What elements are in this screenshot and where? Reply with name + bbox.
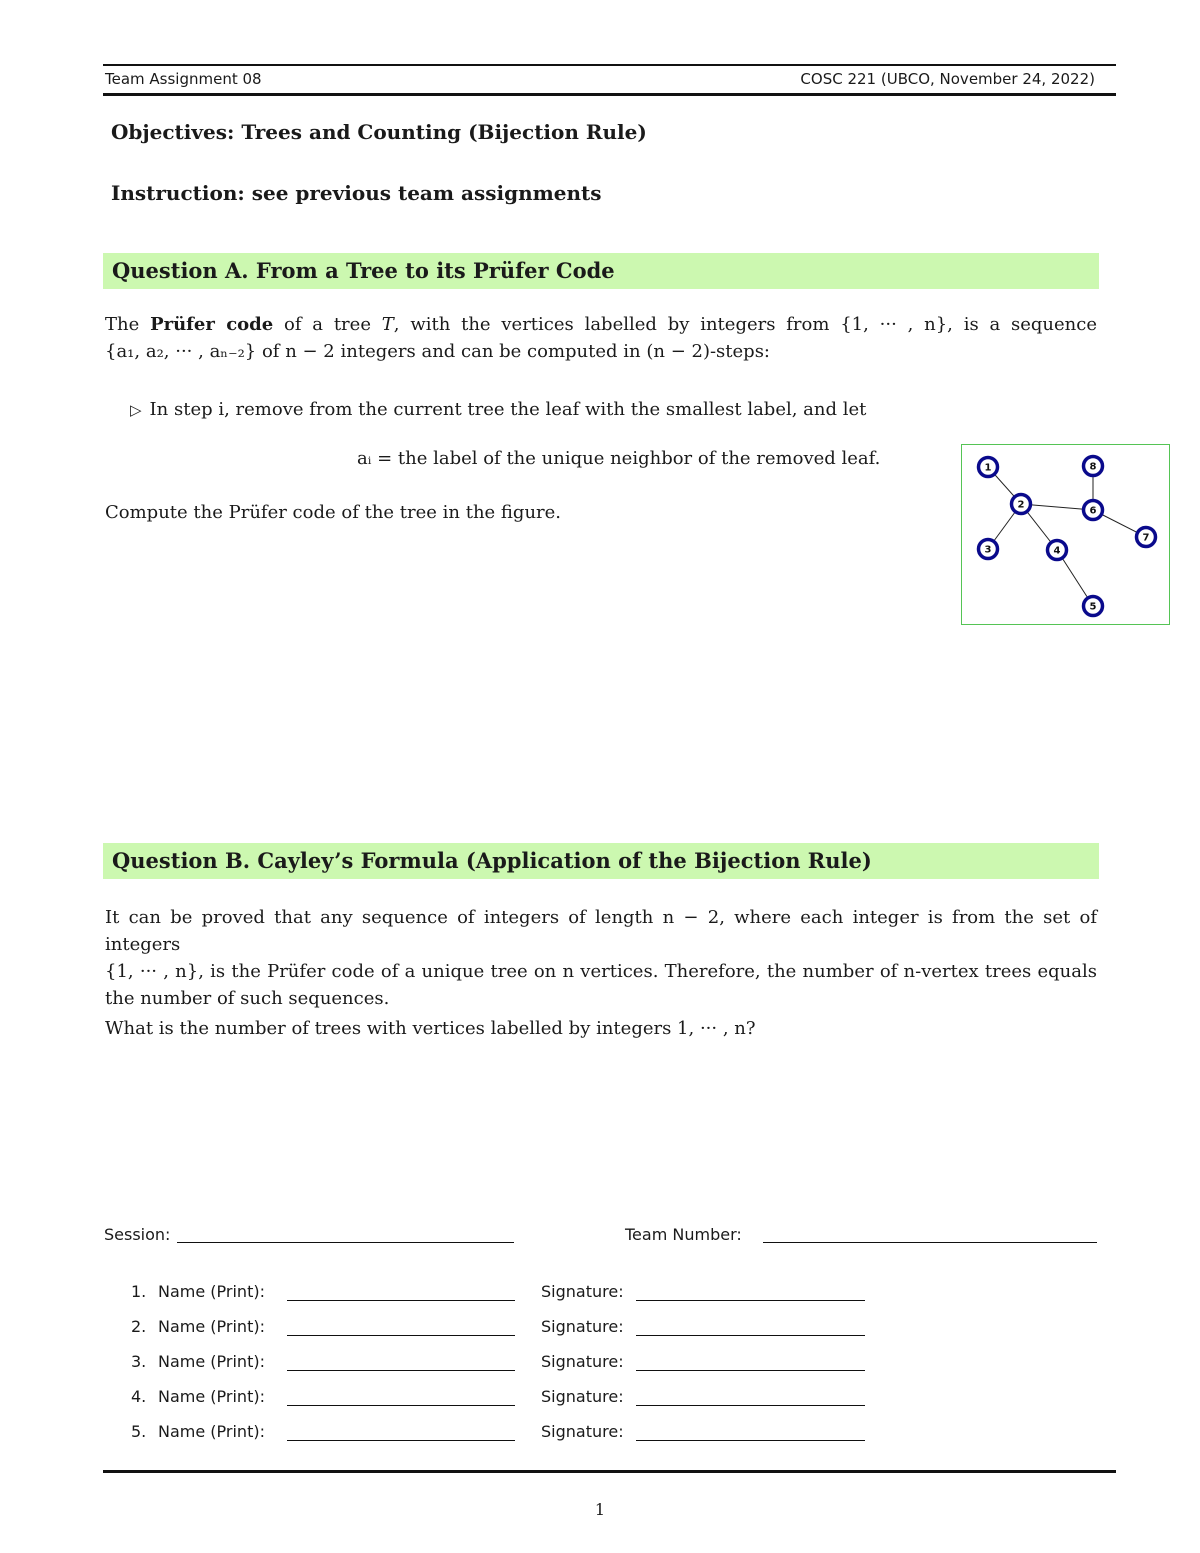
header-bottom-rule	[103, 93, 1116, 96]
tree-graph	[962, 445, 1168, 623]
question-b-line2: {1, ··· , n}, is the Prüfer code of a unique tree on n vertices. Therefore, the number of n-vertex trees equals	[105, 961, 1097, 982]
header-left: Team Assignment 08	[105, 70, 262, 88]
question-a-intro	[105, 311, 1097, 365]
question-a-step	[130, 399, 866, 420]
svg-text:2: 2	[1017, 499, 1025, 511]
svg-text:6: 6	[1089, 505, 1097, 517]
question-a-intro-line2: {a₁, a₂, ··· , aₙ₋₂} of n − 2 integers and can be computed in (n − 2)-steps:	[105, 341, 770, 362]
signature-label: Signature:	[541, 1352, 624, 1371]
question-a-formula: aᵢ = the label of the unique neighbor of the removed leaf.	[357, 448, 881, 469]
name-label: Name (Print):	[158, 1282, 265, 1301]
question-b-line1: It can be proved that any sequence of integers of length n − 2, where each integer is from the set of integers	[105, 907, 1097, 955]
prufer-code-term: Prüfer code	[150, 314, 274, 335]
name-label: Name (Print):	[158, 1387, 265, 1406]
vertex-5	[1084, 597, 1103, 616]
svg-text:5: 5	[1089, 601, 1097, 613]
name-label: Name (Print):	[158, 1352, 265, 1371]
name-field[interactable]	[287, 1440, 515, 1441]
tree-figure	[961, 444, 1170, 625]
member-number: 4.	[131, 1387, 147, 1406]
question-b-bar	[103, 843, 1099, 879]
name-field[interactable]	[287, 1405, 515, 1406]
session-label: Session:	[104, 1225, 171, 1244]
member-number: 3.	[131, 1352, 147, 1371]
question-a-intro-line1	[105, 311, 1097, 338]
team-number-field[interactable]	[763, 1242, 1097, 1243]
name-label: Name (Print):	[158, 1317, 265, 1336]
intro-text-1: The	[105, 314, 151, 335]
step-marker-icon: ▷	[130, 401, 142, 419]
name-field[interactable]	[287, 1335, 515, 1336]
signature-field[interactable]	[636, 1335, 865, 1336]
objectives-label: Objectives:	[111, 120, 235, 144]
question-b-paragraph	[105, 904, 1097, 1012]
question-b-title: Question B. Cayley’s Formula (Application of the Bijection Rule)	[112, 848, 872, 873]
vertex-2	[1012, 495, 1031, 514]
svg-text:7: 7	[1142, 532, 1150, 544]
question-a-title: Question A. From a Tree to its Prüfer Code	[112, 258, 615, 283]
instruction-label: Instruction:	[111, 181, 245, 205]
svg-text:4: 4	[1053, 545, 1061, 557]
signature-field[interactable]	[636, 1300, 865, 1301]
objectives-text: Trees and Counting (Bijection Rule)	[241, 120, 647, 144]
vertex-4	[1048, 541, 1067, 560]
vertex-3	[979, 540, 998, 559]
member-number: 1.	[131, 1282, 147, 1301]
page-number: 1	[594, 1500, 606, 1519]
session-field[interactable]	[177, 1242, 514, 1243]
question-a-task: Compute the Prüfer code of the tree in the figure.	[105, 502, 562, 523]
signature-field[interactable]	[636, 1405, 865, 1406]
member-number: 2.	[131, 1317, 147, 1336]
name-field[interactable]	[287, 1300, 515, 1301]
intro-tree-symbol: T	[381, 314, 394, 335]
header-right: COSC 221 (UBCO, November 24, 2022)	[800, 70, 1095, 88]
vertex-7	[1137, 528, 1156, 547]
member-number: 5.	[131, 1422, 147, 1441]
question-a-bar	[103, 253, 1099, 289]
footer-rule	[103, 1470, 1116, 1473]
intro-text-3: , with the vertices labelled by integers from {1, ··· , n}, is a sequence	[393, 314, 1098, 335]
svg-text:8: 8	[1089, 461, 1097, 473]
instruction	[111, 181, 602, 205]
signature-label: Signature:	[541, 1422, 624, 1441]
signature-label: Signature:	[541, 1282, 624, 1301]
name-field[interactable]	[287, 1370, 515, 1371]
signature-field[interactable]	[636, 1440, 865, 1441]
signature-label: Signature:	[541, 1317, 624, 1336]
question-b-question: What is the number of trees with vertices labelled by integers 1, ··· , n?	[105, 1018, 756, 1039]
svg-text:1: 1	[984, 462, 992, 474]
signature-field[interactable]	[636, 1370, 865, 1371]
name-label: Name (Print):	[158, 1422, 265, 1441]
team-number-label: Team Number:	[625, 1225, 742, 1244]
intro-text-2: of a tree	[273, 314, 382, 335]
objectives	[111, 120, 647, 144]
vertex-1	[979, 458, 998, 477]
question-b-line3: the number of such sequences.	[105, 988, 390, 1009]
svg-text:3: 3	[984, 544, 992, 556]
signature-label: Signature:	[541, 1387, 624, 1406]
instruction-text: see previous team assignments	[251, 181, 602, 205]
vertex-8	[1084, 457, 1103, 476]
step-text: In step i, remove from the current tree the leaf with the smallest label, and let	[149, 399, 867, 420]
vertex-6	[1084, 501, 1103, 520]
header-top-rule	[103, 64, 1116, 66]
